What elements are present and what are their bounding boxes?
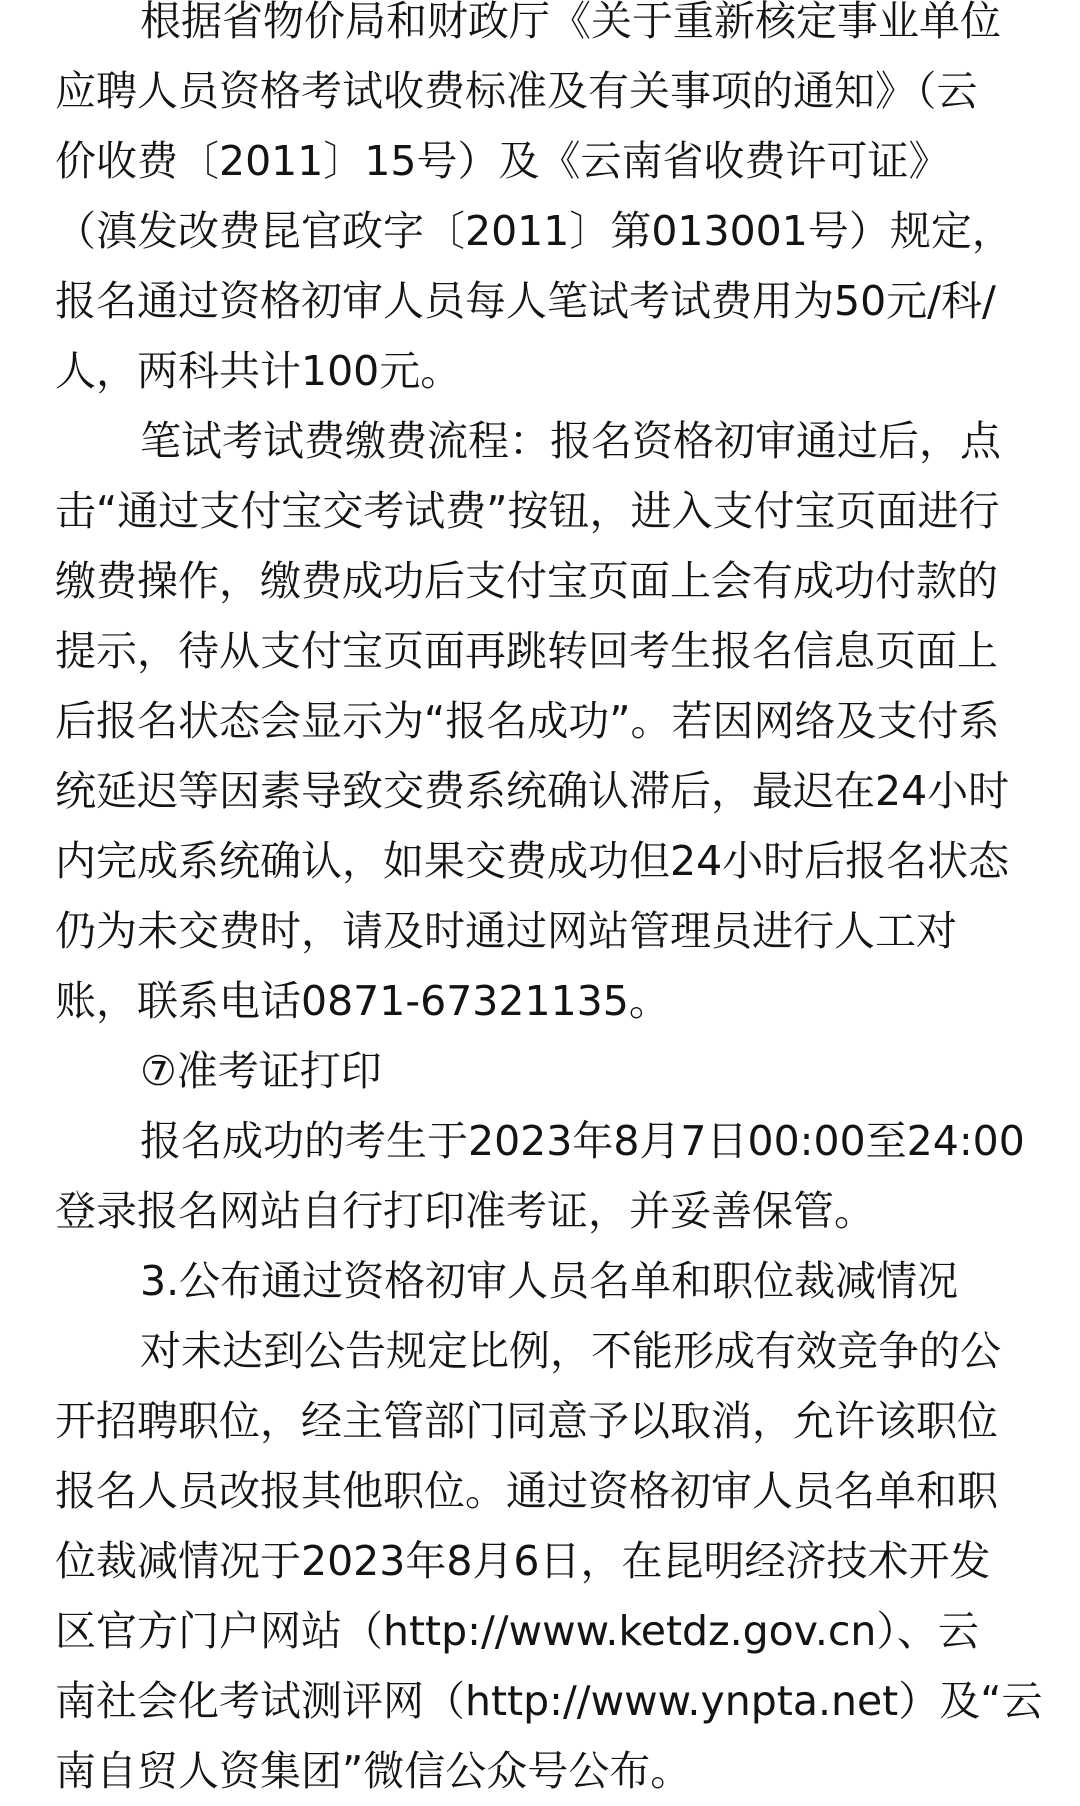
text-line: 缴费操作，缴费成功后支付宝页面上会有成功付款的 xyxy=(55,557,998,605)
text-line: 南自贸人资集团”微信公众号公布。 xyxy=(55,1747,692,1795)
text-line: 内完成系统确认，如果交费成功但24小时后报名状态 xyxy=(55,837,1010,885)
text-line: 后报名状态会显示为“报名成功”。若因网络及支付系 xyxy=(55,697,1000,745)
text-line: 人，两科共计100元。 xyxy=(55,347,462,395)
text-line: 应聘人员资格考试收费标准及有关事项的通知》（云 xyxy=(55,67,978,115)
text-line: 价收费〔2011〕15号）及《云南省收费许可证》 xyxy=(55,137,950,185)
text-line: （滇发改费昆官政字〔2011〕第013001号）规定， xyxy=(55,207,1013,255)
text-line: 报名人员改报其他职位。通过资格初审人员名单和职 xyxy=(55,1467,998,1515)
text-line: 根据省物价局和财政厅《关于重新核定事业单位 xyxy=(140,0,1001,45)
text-line: 统延迟等因素导致交费系统确认滞后，最迟在24小时 xyxy=(55,767,1010,815)
text-line: 报名成功的考生于2023年8月7日00:00至24:00 xyxy=(140,1117,1025,1165)
text-line: 登录报名网站自行打印准考证，并妥善保管。 xyxy=(55,1187,875,1235)
text-line: 南社会化考试测评网（http://www.ynpta.net）及“云 xyxy=(55,1677,1043,1725)
text-line: 开招聘职位，经主管部门同意予以取消，允许该职位 xyxy=(55,1397,998,1445)
section-heading: ⑦准考证打印 xyxy=(140,1047,382,1095)
text-line: 笔试考试费缴费流程：报名资格初审通过后，点 xyxy=(140,417,1001,465)
text-line: 报名通过资格初审人员每人笔试考试费用为50元/科/ xyxy=(55,277,996,325)
text-line: 对未达到公告规定比例，不能形成有效竞争的公 xyxy=(140,1327,1001,1375)
text-line: 提示，待从支付宝页面再跳转回考生报名信息页面上 xyxy=(55,627,998,675)
section-heading: 3.公布通过资格初审人员名单和职位裁减情况 xyxy=(140,1257,959,1305)
text-line: 账，联系电话0871-67321135。 xyxy=(55,977,670,1025)
text-line: 位裁减情况于2023年8月6日，在昆明经济技术开发 xyxy=(55,1537,991,1585)
text-line: 击“通过支付宝交考试费”按钮，进入支付宝页面进行 xyxy=(55,487,1000,535)
text-line: 仍为未交费时，请及时通过网站管理员进行人工对 xyxy=(55,907,957,955)
text-line: 区官方门户网站（http://www.ketdz.gov.cn）、云 xyxy=(55,1607,979,1655)
